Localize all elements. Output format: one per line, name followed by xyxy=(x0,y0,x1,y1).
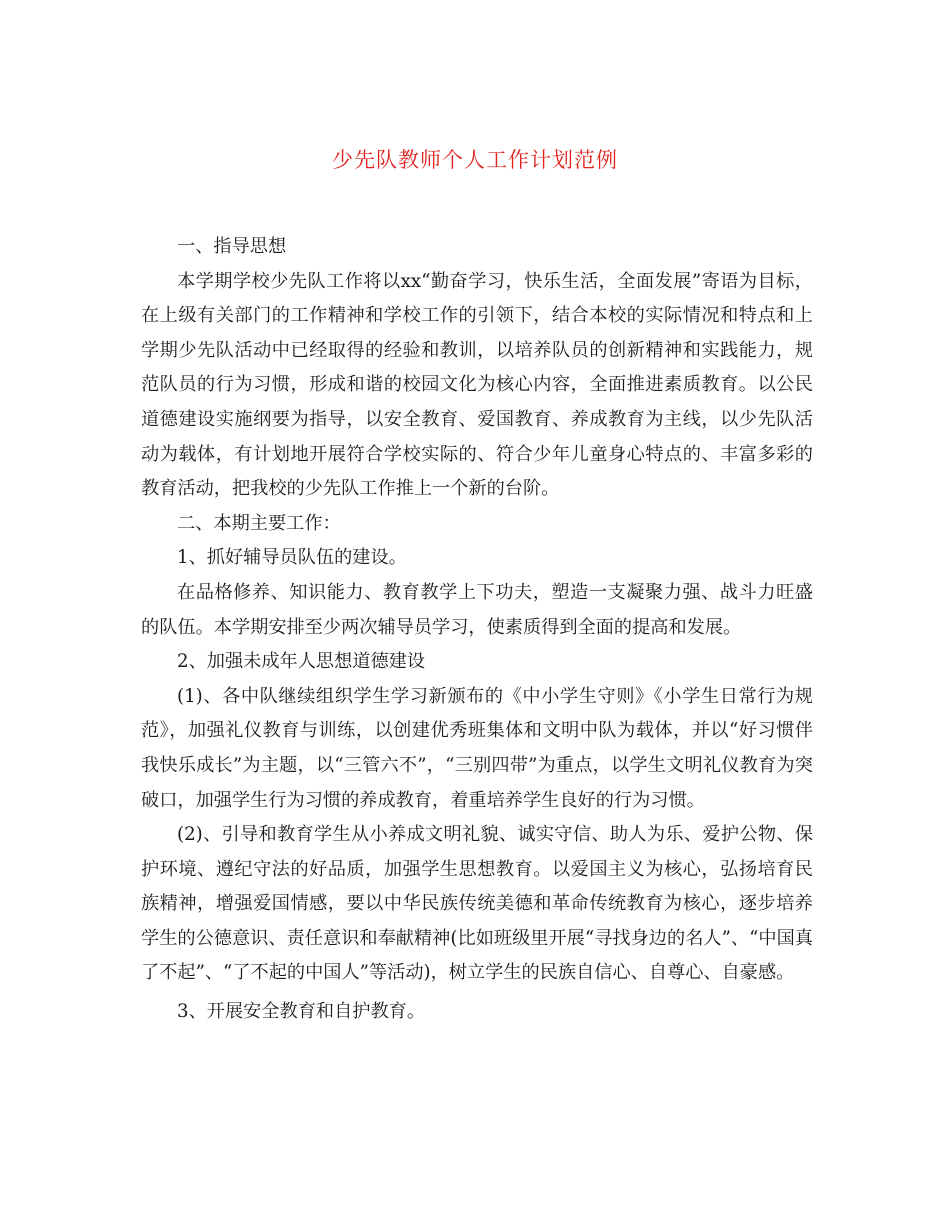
item-1-heading: 1、抓好辅导员队伍的建设。 xyxy=(177,547,407,569)
item-1-paragraph: 在品格修养、知识能力、教育教学上下功夫，塑造一支凝聚力强、战斗力旺盛的队伍。本学期安排至少两次辅导员学习，使素质得到全面的提高和发展。 xyxy=(141,581,813,638)
heading-main-work: 二、本期主要工作： xyxy=(177,512,341,534)
document-body xyxy=(141,230,813,1030)
document-title: 少先队教师个人工作计划范例 xyxy=(332,148,618,172)
item-2-sub-1: (1)、各中队继续组织学生学习新颁布的《中小学生守则》《小学生日常行为规范》，加强礼仪教育与训练，以创建优秀班集体和文明中队为载体，并以“好习惯伴我快乐成长”为主题，以“三管六不”，“三别四带”为重点，以学生文明礼仪教育为突破口，加强学生行为习惯的养成教育，着重培养学生良好的行为习惯。 xyxy=(141,685,813,811)
item-2-heading: 2、加强未成年人思想道德建设 xyxy=(177,651,426,673)
item-3-heading: 3、开展安全教育和自护教育。 xyxy=(177,1001,426,1023)
item-2-sub-2: (2)、引导和教育学生从小养成文明礼貌、诚实守信、助人为乐、爱护公物、保护环境、遵纪守法的好品质，加强学生思想教育。以爱国主义为核心，弘扬培育民族精神，增强爱国情感，要以中华民族传统美德和革命传统教育为核心，逐步培养学生的公德意识、责任意识和奉献精神(比如班级里开展“寻找身边的名人”、“中国真了不起”、“了不起的中国人”等活动)，树立学生的民族自信心、自尊心、自豪感。 xyxy=(141,824,813,984)
heading-guiding-ideology: 一、指导思想 xyxy=(177,236,287,257)
paragraph-guiding-ideology: 本学期学校少先队工作将以xx“勤奋学习，快乐生活，全面发展”寄语为目标，在上级有关部门的工作精神和学校工作的引领下，结合本校的实际情况和特点和上学期少先队活动中已经取得的经验和教训，以培养队员的创新精神和实践能力，规范队员的行为习惯，形成和谐的校园文化为核心内容，全面推进素质教育。以公民道德建设实施纲要为指导，以安全教育、爱国教育、养成教育为主线，以少先队活动为载体，有计划地开展符合学校实际的、符合少年儿童身心特点的、丰富多彩的教育活动，把我校的少先队工作推上一个新的台阶。 xyxy=(141,270,813,500)
